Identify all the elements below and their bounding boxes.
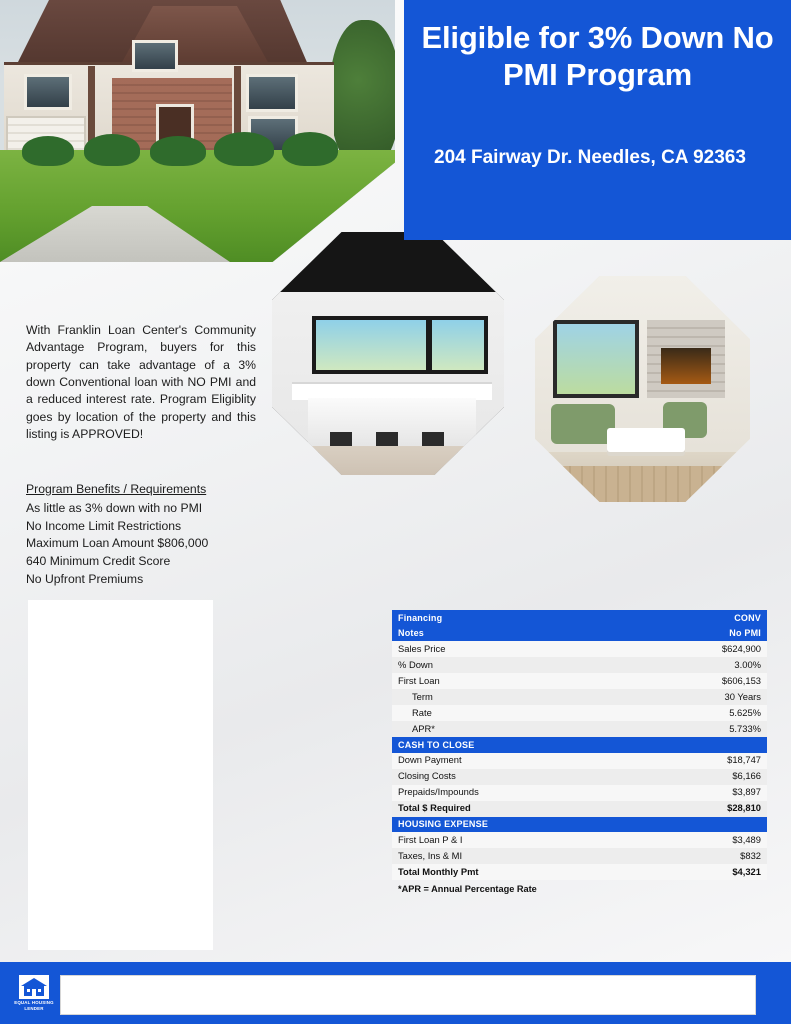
row-label: Prepaids/Impounds — [398, 786, 479, 798]
row-label: Rate — [412, 706, 432, 718]
benefits-list — [26, 500, 276, 588]
shrub — [22, 136, 74, 166]
eho-label-line2: LENDER — [24, 1006, 44, 1011]
shrub — [84, 134, 140, 166]
row-label: Term — [412, 690, 433, 702]
table-row — [392, 721, 767, 737]
row-value: $624,900 — [721, 642, 761, 654]
section-header-housing-expense — [392, 817, 767, 833]
table-row — [392, 848, 767, 864]
living-room-photo — [535, 276, 750, 502]
row-label: Financing — [398, 612, 443, 623]
table-row — [392, 626, 767, 642]
property-address: 204 Fairway Dr. Needles, CA 92363 — [434, 147, 746, 168]
row-value: $3,897 — [732, 786, 761, 798]
row-label: First Loan — [398, 674, 440, 686]
row-value: No PMI — [729, 628, 761, 639]
row-label: First Loan P & I — [398, 833, 463, 845]
table-row — [392, 689, 767, 705]
table-row — [392, 641, 767, 657]
list-item: As little as 3% down with no PMI — [26, 501, 203, 515]
row-value: $18,747 — [727, 754, 761, 766]
section-header-cash-to-close — [392, 737, 767, 753]
row-label: Notes — [398, 628, 425, 639]
eho-label-line1: EQUAL HOUSING — [14, 1000, 54, 1005]
row-label: Total $ Required — [398, 802, 471, 814]
row-value: 30 Years — [724, 690, 761, 702]
row-value: $4,321 — [732, 865, 761, 877]
row-label: CASH TO CLOSE — [398, 739, 475, 750]
table-row — [392, 832, 767, 848]
row-value: 3.00% — [734, 658, 761, 670]
window — [132, 40, 178, 72]
page-title: Eligible for 3% Down No PMI Program — [421, 20, 774, 92]
program-description: With Franklin Loan Center's Community Advantage Program, buyers for this property can take advantage of a 3% down Conventional loan with NO PMI and a reduced interest rate. Program Eligiblity goes by location of the property and this listing is APPROVED! — [26, 323, 256, 441]
table-row — [392, 785, 767, 801]
table-row — [392, 769, 767, 785]
list-item: Maximum Loan Amount $806,000 — [26, 536, 209, 551]
shrub — [282, 132, 338, 166]
table-row — [392, 657, 767, 673]
kitchen-window — [428, 316, 488, 374]
row-value: 5.625% — [729, 706, 761, 718]
kitchen-photo — [272, 232, 504, 475]
window — [24, 74, 72, 110]
row-label: HOUSING EXPENSE — [398, 819, 489, 830]
row-value: $606,153 — [721, 674, 761, 686]
table-row — [392, 705, 767, 721]
shrub — [150, 136, 206, 166]
apr-footnote: *APR = Annual Percentage Rate — [398, 884, 537, 895]
living-room-window — [553, 320, 639, 398]
row-value: $832 — [740, 849, 761, 861]
list-item: No Income Limit Restrictions — [26, 518, 182, 533]
list-item: No Upfront Premiums — [26, 571, 144, 586]
row-label: Total Monthly Pmt — [398, 865, 479, 877]
coffee-table — [607, 428, 685, 452]
benefits-heading: Program Benefits / Requirements — [26, 482, 207, 496]
fireplace-flame — [661, 348, 711, 384]
row-value: $28,810 — [727, 802, 761, 814]
table-row-total-monthly — [392, 864, 767, 880]
row-label: % Down — [398, 658, 433, 670]
table-row — [392, 673, 767, 689]
list-item: 640 Minimum Credit Score — [26, 554, 171, 569]
armchair — [551, 404, 615, 444]
row-label: Taxes, Ins & MI — [398, 849, 463, 861]
equal-housing-lender-icon — [14, 972, 54, 1014]
row-label: Down Payment — [398, 754, 462, 766]
row-value: 5.733% — [729, 722, 761, 734]
row-label: APR* — [412, 722, 435, 734]
financing-summary-table — [392, 610, 767, 894]
kitchen-window — [312, 316, 430, 374]
row-label: Closing Costs — [398, 770, 456, 782]
white-content-block — [28, 600, 213, 950]
tree — [330, 20, 395, 170]
table-row — [392, 753, 767, 769]
table-row-total-required — [392, 801, 767, 817]
row-label: Sales Price — [398, 642, 446, 654]
table-row — [392, 610, 767, 626]
row-value: $6,166 — [732, 770, 761, 782]
shrub — [214, 132, 274, 166]
row-value: CONV — [734, 612, 761, 623]
footer-input-field[interactable] — [60, 975, 756, 1015]
row-value: $3,489 — [732, 833, 761, 845]
window — [246, 74, 298, 112]
